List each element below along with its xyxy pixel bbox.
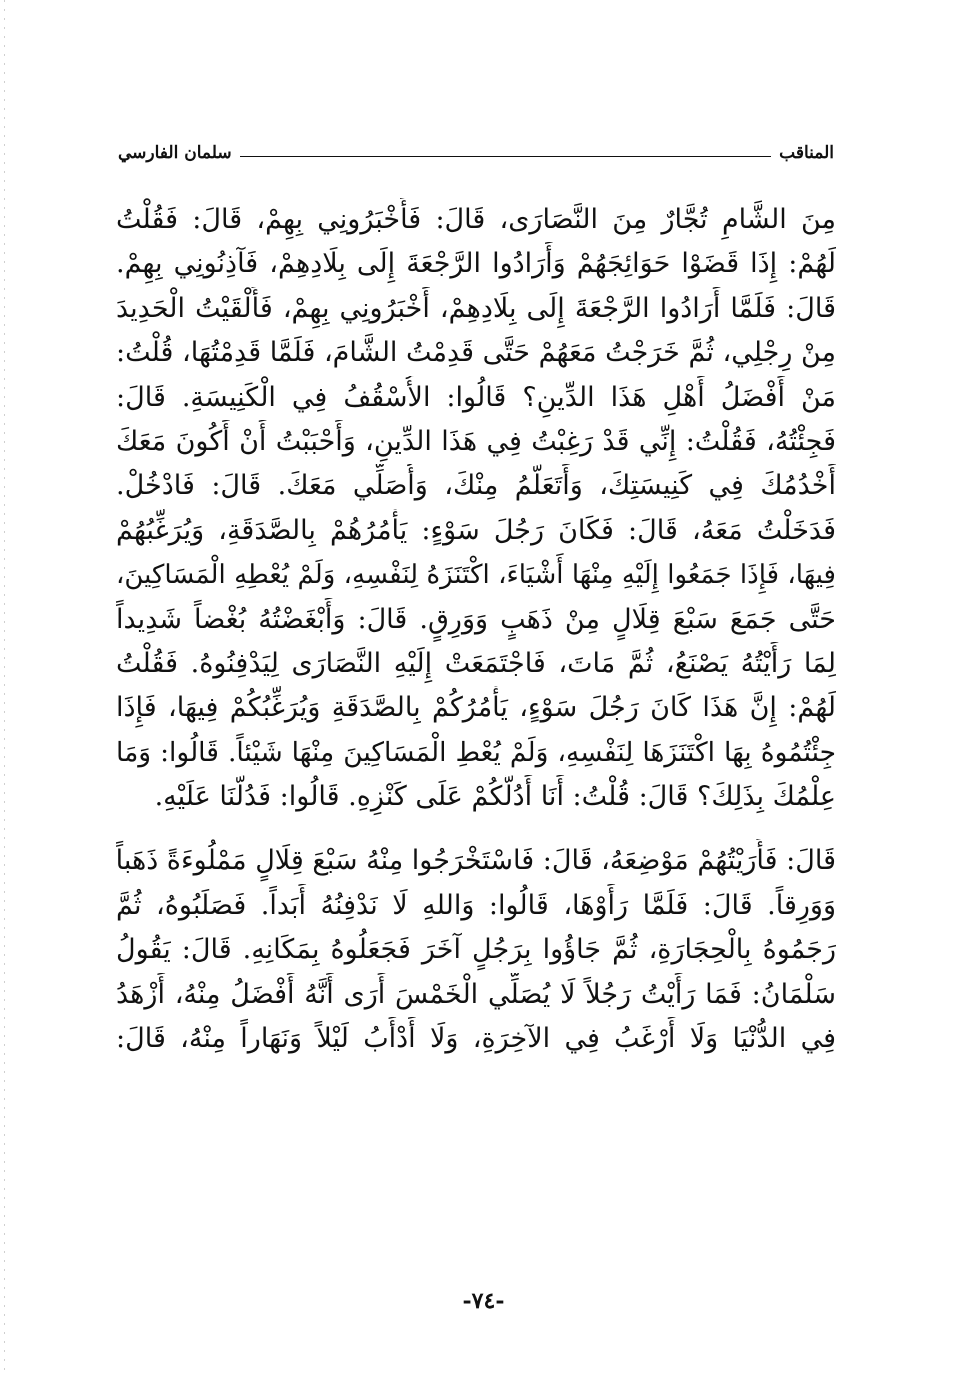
text-line: فَجِئْتُهُ، فَقُلْتُ: إِنِّي قَدْ رَغِبْتُ فِي هَذَا الدِّينِ، وَأَحْبَبْتُ أَنْ أَكُونَ مَعَكَ <box>116 425 836 457</box>
paragraph-1 <box>116 198 836 819</box>
text-line: سَلْمَانُ: فَمَا رَأَيْتُ رَجُلاً لَا يُصَلِّي الْخَمْسَ أَرَى أَنَّهُ أَفْضَلُ مِنْهُ، أَزْهَدُ <box>116 978 836 1010</box>
text-line: لِمَا رَأَيْتُهُ يَصْنَعُ، ثُمَّ مَاتَ، فَاجْتَمَعَتْ إِلَيْهِ النَّصَارَى لِيَدْفِنُوهُ. فَقُلْتُ <box>116 647 836 679</box>
text-line: عِلْمُكَ بِذَلِكَ؟ قَالَ: قُلْتُ: أَنَا أَدُلُّكُمْ عَلَى كَنْزِهِ. قَالُوا: فَدُلَّنَا عَلَيْهِ. <box>154 781 836 813</box>
text-line: مَنْ أَفْضَلُ أَهْلِ هَذَا الدِّينِ؟ قَالُوا: الأُسْقُفُ فِي الْكَنِيسَةِ. قَالَ: <box>116 381 836 413</box>
text-line: مِنْ رِجْلِي، ثُمَّ خَرَجْتُ مَعَهُمْ حَتَّى قَدِمْتُ الشَّامَ، فَلَمَّا قَدِمْتُهَا، قُلْتُ: <box>116 337 836 369</box>
text-line: حَتَّى جَمَعَ سَبْعَ قِلَالٍ مِنْ ذَهَبٍ وَوَرِقٍ. قَالَ: وَأَبْغَضْتُهُ بُغْضاً شَدِيداً <box>116 603 836 635</box>
paragraph-2 <box>116 839 836 1061</box>
text-line: أَخْدُمُكَ فِي كَنِيسَتِكَ، وَأَتَعَلَّمُ مِنْكَ، وَأُصَلِّي مَعَكَ. قَالَ: فَادْخُلْ. <box>116 470 836 502</box>
text-line: قَالَ: فَأَرَيْتُهُمْ مَوْضِعَهُ، قَالَ: فَاسْتَخْرَجُوا مِنْهُ سَبْعَ قِلَالٍ مَمْلُوءَةً ذَهَباً <box>116 845 836 877</box>
text-line: مِنَ الشَّامِ تُجَّارٌ مِنَ النَّصَارَى، قَالَ: فَأَخْبَرُونِي بِهِمْ، قَالَ: فَقُلْتُ <box>116 204 836 235</box>
text-line: فِي الدُّنْيَا وَلَا أَرْغَبُ فِي الآخِرَةِ، وَلَا أَدْأَبُ لَيْلاً وَنَهَاراً مِنْهُ، قَالَ: <box>116 1023 836 1055</box>
text-line: قَالَ: فَلَمَّا أَرَادُوا الرَّجْعَةَ إِلَى بِلَادِهِمْ، أَخْبَرُونِي بِهِمْ، فَأَلْقَيْتُ الْحَدِيدَ <box>116 292 836 324</box>
header-book-title: المناقب <box>779 143 834 163</box>
text-line: فِيهَا، فَإِذَا جَمَعُوا إِلَيْهِ مِنْهَا أَشْيَاءَ، اكْتَنَزَهُ لِنَفْسِهِ، وَلَمْ يُعْطِهِ الْمَسَاكِينَ، <box>116 560 836 591</box>
running-header <box>118 138 834 168</box>
body-text <box>116 198 836 1061</box>
text-line: فَدَخَلْتُ مَعَهُ، قَالَ: فَكَانَ رَجُلَ سَوْءٍ: يَأْمُرُهُمْ بِالصَّدَقَةِ، وَيُرَغِّبُهُمْ <box>116 514 836 546</box>
page-number: -٧٤- <box>462 1288 505 1314</box>
header-rule <box>240 156 772 157</box>
text-line: رَجَمُوهُ بِالْحِجَارَةِ، ثُمَّ جَاؤُوا بِرَجُلٍ آخَرَ فَجَعَلُوهُ بِمَكَانِهِ. قَالَ: يَقُولُ <box>116 934 836 966</box>
text-line: وَوَرِقاً. قَالَ: فَلَمَّا رَأَوْهَا، قَالُوا: وَاللهِ لَا نَدْفِنُهُ أَبَداً. فَصَلَبُوهُ، ثُمَّ <box>116 889 836 921</box>
scan-margin-dots <box>4 0 5 1376</box>
header-chapter-title: سلمان الفارسي <box>118 143 232 163</box>
text-line: لَهُمْ: إِنَّ هَذَا كَانَ رَجُلَ سَوْءٍ، يَأْمُرُكُمْ بِالصَّدَقَةِ وَيُرَغِّبُكُمْ فِيهَا، فَإِذَا <box>116 692 836 724</box>
text-line: لَهُمْ: إِذَا قَضَوْا حَوَائِجَهُمْ وَأَرَادُوا الرَّجْعَةَ إِلَى بِلَادِهِمْ، فَآذِنُونِي بِهِمْ. <box>116 248 836 280</box>
text-line: جِئْتُمُوهُ بِهَا اكْتَنَزَهَا لِنَفْسِهِ، وَلَمْ يُعْطِ الْمَسَاكِينَ مِنْهَا شَيْئاً. قَالُوا: وَمَا <box>116 736 836 768</box>
